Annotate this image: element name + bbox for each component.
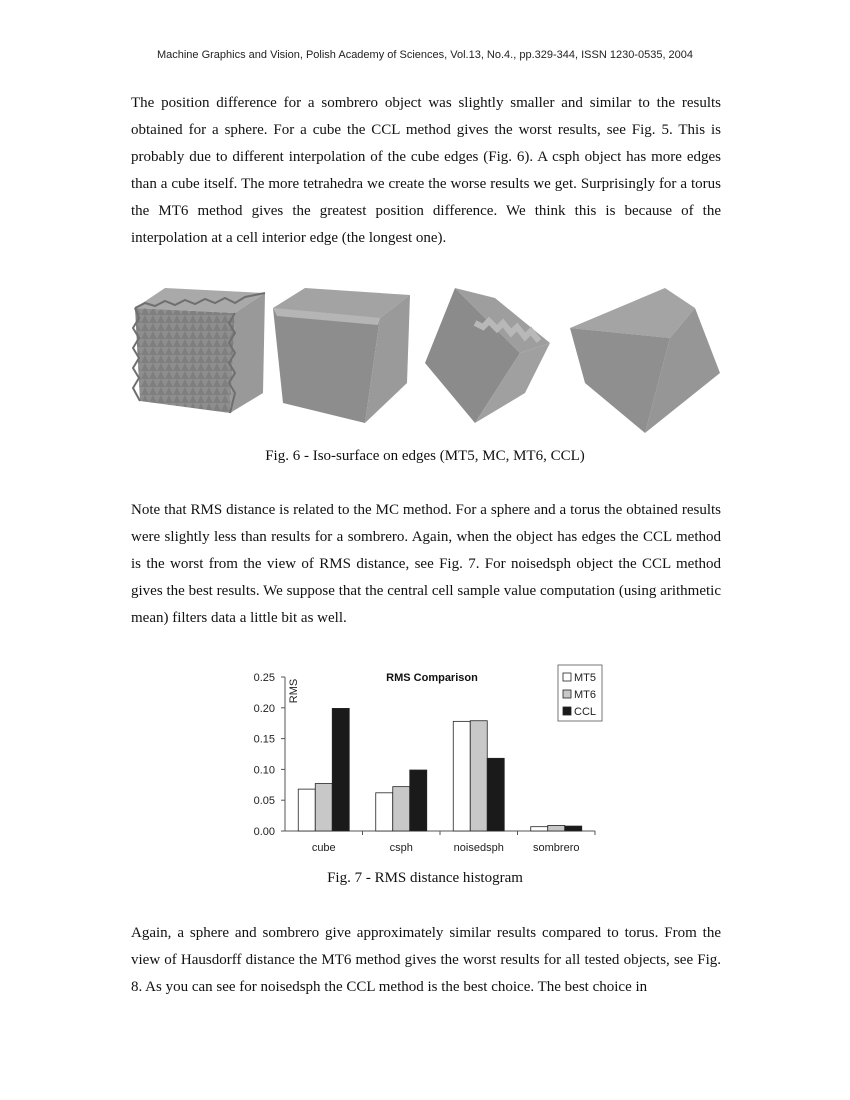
bar-mt6-cube	[315, 784, 332, 831]
bar-ccl-cube	[332, 708, 349, 831]
y-tick-label: 0.05	[253, 795, 275, 808]
paragraph-rms-distance: Note that RMS distance is related to the MC method. For a sphere and a torus the obtained results were slightly less than results for a sombrero. Again, when the object has edges the CCL method is the worst from the view of RMS distance, see Fig. 7. For noisedsph object the CCL method gives the best results. We suppose that the central cell sample value computation (using arithmetic mean) filters data a little bit as well.	[131, 502, 721, 626]
legend-label-mt5: MT5	[574, 672, 596, 684]
legend-label-ccl: CCL	[574, 706, 597, 718]
bar-mt6-noisedsph	[470, 721, 487, 831]
y-tick-label: 0.00	[253, 826, 275, 838]
y-tick-label: 0.10	[253, 764, 275, 777]
figure-6-caption: Fig. 6 - Iso-surface on edges (MT5, MC, MT6, CCL)	[265, 448, 585, 464]
bar-mt5-cube	[298, 789, 315, 831]
paragraph-position-difference: The position difference for a sombrero object was slightly smaller and similar to the results obtained for a sphere. For a cube the CCL method gives the worst results, see Fig. 5. This is probably due to different interpolation of the cube edges (Fig. 6). A csph object has more edges than a cube itself. The more tetrahedra we create the worse results we get. Surprisingly for a torus the MT6 method gives the greatest position difference. We think this is because of the interpolation at a cell interior edge (the longest one).	[131, 95, 721, 246]
y-tick-label: 0.15	[253, 733, 275, 746]
bar-mt6-sombrero	[548, 825, 565, 831]
figure-7-caption: Fig. 7 - RMS distance histogram	[327, 870, 523, 886]
chart-title: RMS Comparison	[386, 672, 478, 684]
legend-swatch-mt5	[563, 673, 571, 681]
legend-swatch-mt6	[563, 690, 571, 698]
x-tick-label: csph	[389, 842, 413, 854]
bar-mt5-sombrero	[531, 827, 548, 831]
bar-ccl-csph	[410, 770, 427, 831]
y-tick-label: 0.25	[253, 672, 275, 684]
legend-label-mt6: MT6	[574, 689, 596, 701]
bar-mt6-csph	[393, 787, 410, 831]
x-tick-label: noisedsph	[453, 842, 504, 854]
rms-comparison-chart	[240, 662, 620, 862]
figure-6-iso-surfaces	[125, 283, 725, 443]
y-axis-title: RMS	[288, 678, 300, 704]
mc-cube-render	[273, 288, 410, 423]
mt5-cube-render	[133, 288, 265, 413]
x-tick-label: cube	[311, 842, 336, 854]
paragraph-hausdorff: Again, a sphere and sombrero give approximately similar results compared to torus. From the view of Hausdorff distance the MT6 method gives the worst results for all tested objects, see Fig. 8. As you can see for noisedsph the CCL method is the best choice. The best choice in	[131, 925, 721, 995]
bar-ccl-noisedsph	[487, 758, 504, 831]
bar-mt5-csph	[376, 793, 393, 831]
legend-swatch-ccl	[563, 707, 571, 715]
bar-ccl-sombrero	[565, 826, 582, 831]
ccl-cube-render	[570, 288, 720, 433]
x-tick-label: sombrero	[533, 842, 580, 854]
y-tick-label: 0.20	[253, 702, 275, 715]
mt6-cube-render	[425, 288, 550, 423]
bar-mt5-noisedsph	[453, 721, 470, 831]
journal-header: Machine Graphics and Vision, Polish Academy of Sciences, Vol.13, No.4., pp.329-344, ISSN 1230-0535, 2004	[156, 49, 694, 61]
